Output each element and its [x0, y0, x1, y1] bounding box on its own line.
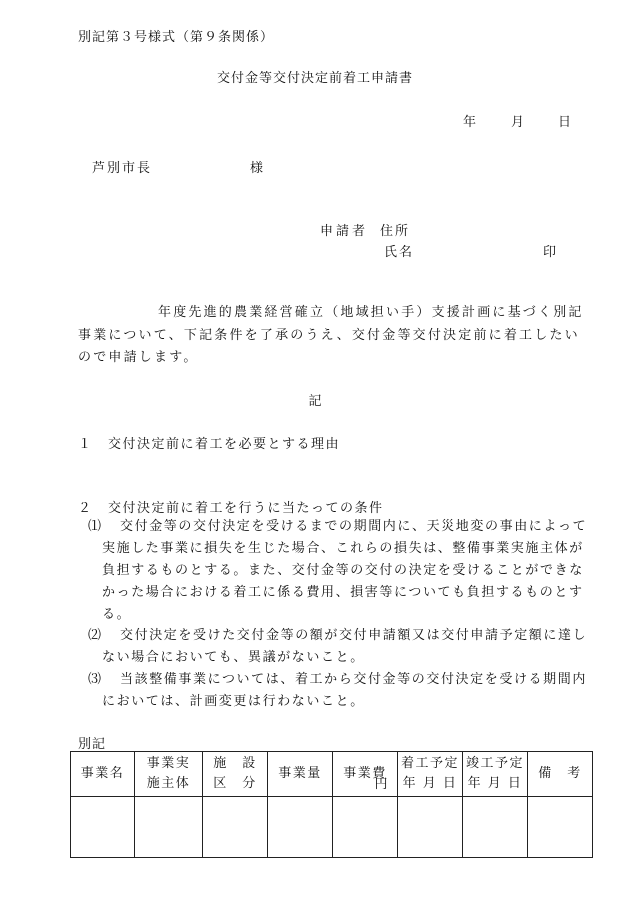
header-start-date — [398, 752, 463, 797]
condition-3 — [88, 669, 588, 713]
header-implementer-line1: 事業実 — [146, 756, 191, 771]
table-header-row — [71, 752, 593, 797]
cell-facility — [203, 797, 268, 858]
condition-1 — [88, 516, 588, 626]
section-2-heading — [78, 497, 384, 516]
name-label: 氏名 — [384, 245, 415, 260]
header-complete-line1: 竣工予定 — [465, 756, 524, 771]
date-day-label: 日 — [558, 115, 572, 130]
cell-implementer — [135, 797, 203, 858]
date-year-label: 年 — [463, 115, 477, 130]
cell-quantity — [268, 797, 333, 858]
cell-start-date — [398, 797, 463, 858]
address-label: 住所 — [380, 224, 411, 239]
section-2-number: ２ — [78, 501, 93, 516]
ki-heading: 記 — [308, 394, 322, 409]
cell-project-name — [71, 797, 135, 858]
header-facility — [203, 752, 268, 797]
seal-label: 印 — [543, 245, 557, 260]
date-month-label: 月 — [511, 115, 525, 130]
header-project-name: 事業名 — [71, 752, 135, 797]
header-remarks: 備 考 — [528, 752, 593, 797]
condition-1-text: 交付金等の交付決定を受けるまでの期間内に、天災地変の事由によって実施した事業に損失を生じた場合、これらの損失は、整備事業実施主体が負担するものとする。また、交付金等の交付の決定を受けることができなかった場合における着工に係る費用、損害等についても負担するものとする。 — [102, 519, 588, 622]
addressee-honorific: 様 — [250, 161, 264, 176]
condition-3-text: 当該整備事業については、着工から交付金等の交付決定を受ける期間内においては、計画変更は行わないこと。 — [102, 672, 587, 709]
addressee-name: 芦別市長 — [92, 161, 153, 176]
condition-2-text: 交付決定を受けた交付金等の額が交付申請額又は交付申請予定額に達しない場合においても、異議がないこと。 — [102, 628, 588, 665]
form-label: 別記第３号様式（第９条関係） — [78, 30, 275, 45]
header-cost: 事業費 — [333, 752, 398, 797]
cell-cost — [333, 777, 398, 858]
section-1-number: １ — [78, 437, 93, 452]
condition-3-number: ⑶ — [88, 672, 103, 687]
condition-2-number: ⑵ — [88, 628, 103, 643]
annex-table — [70, 751, 593, 858]
yen-unit: 円 — [374, 777, 389, 792]
section-1-title: 交付決定前に着工を必要とする理由 — [108, 437, 341, 452]
header-complete-line2: 年 月 日 — [467, 776, 523, 791]
header-start-line2: 年 月 日 — [402, 776, 458, 791]
cell-completion-date — [463, 797, 528, 858]
header-quantity: 事業量 — [268, 752, 333, 797]
applicant-label: 申請者 — [320, 224, 369, 239]
header-implementer-line2: 施主体 — [146, 776, 191, 791]
table-row — [71, 797, 593, 858]
header-start-line1: 着工予定 — [400, 756, 459, 771]
condition-2 — [88, 625, 588, 669]
annex-label: 別記 — [78, 737, 107, 752]
application-statement: 年度先進的農業経営確立（地域担い手）支援計画に基づく別記事業について、下記条件を了承のうえ、交付金等交付決定前に着工したいので申請します。 — [78, 305, 584, 365]
section-1-heading — [78, 433, 340, 452]
condition-1-number: ⑴ — [88, 519, 103, 534]
header-implementer — [135, 752, 203, 797]
header-facility-line1: 施 設 — [213, 756, 257, 771]
header-completion-date — [463, 752, 528, 797]
document-title: 交付金等交付決定前着工申請書 — [216, 71, 413, 86]
section-2-title: 交付決定前に着工を行うに当たっての条件 — [108, 501, 384, 516]
cell-remarks — [528, 797, 593, 858]
header-facility-line2: 区 分 — [213, 776, 257, 791]
